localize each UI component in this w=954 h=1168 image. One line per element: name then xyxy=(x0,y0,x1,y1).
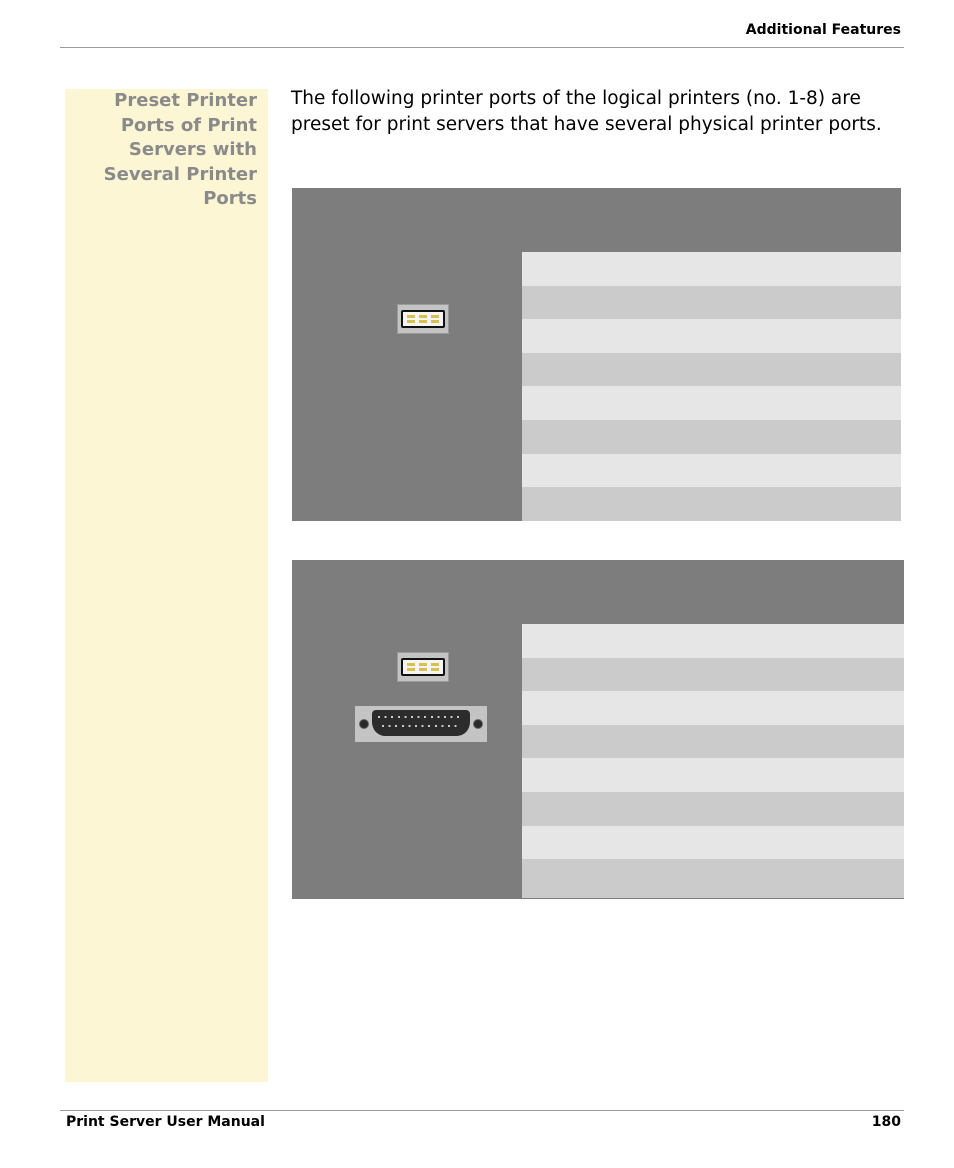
table-row xyxy=(522,658,904,692)
table-row xyxy=(522,725,904,759)
table-row xyxy=(522,792,904,826)
table-row xyxy=(522,386,901,420)
table-row xyxy=(522,859,904,898)
table-row xyxy=(522,454,901,488)
table-row xyxy=(522,691,904,725)
table-row xyxy=(522,286,901,320)
table-row xyxy=(522,624,904,658)
table-row xyxy=(522,353,901,387)
header-divider xyxy=(60,47,904,48)
table-row xyxy=(522,487,901,521)
table-row xyxy=(522,420,901,454)
header-section-title: Additional Features xyxy=(745,22,901,38)
footer-divider xyxy=(60,1110,904,1111)
table-row xyxy=(522,758,904,792)
intro-paragraph: The following printer ports of the logical printers (no. 1-8) are preset for print servers that have several physical printer ports. xyxy=(291,88,882,135)
port-table-rows xyxy=(522,624,904,898)
sidebar-heading: Preset Printer Ports of Print Servers with Several Printer Ports xyxy=(103,90,257,209)
sidebar xyxy=(65,89,268,1082)
footer-manual-title: Print Server User Manual xyxy=(66,1114,265,1130)
port-table-1 xyxy=(292,188,901,521)
table-row xyxy=(522,319,901,353)
table-row xyxy=(522,826,904,860)
port-table-rows xyxy=(522,252,901,521)
port-table-2 xyxy=(292,560,904,899)
table-row xyxy=(522,252,901,286)
parallel-port-icon xyxy=(355,706,487,742)
usb-port-icon xyxy=(397,652,449,682)
page-number: 180 xyxy=(871,1114,901,1130)
usb-port-icon xyxy=(397,304,449,334)
